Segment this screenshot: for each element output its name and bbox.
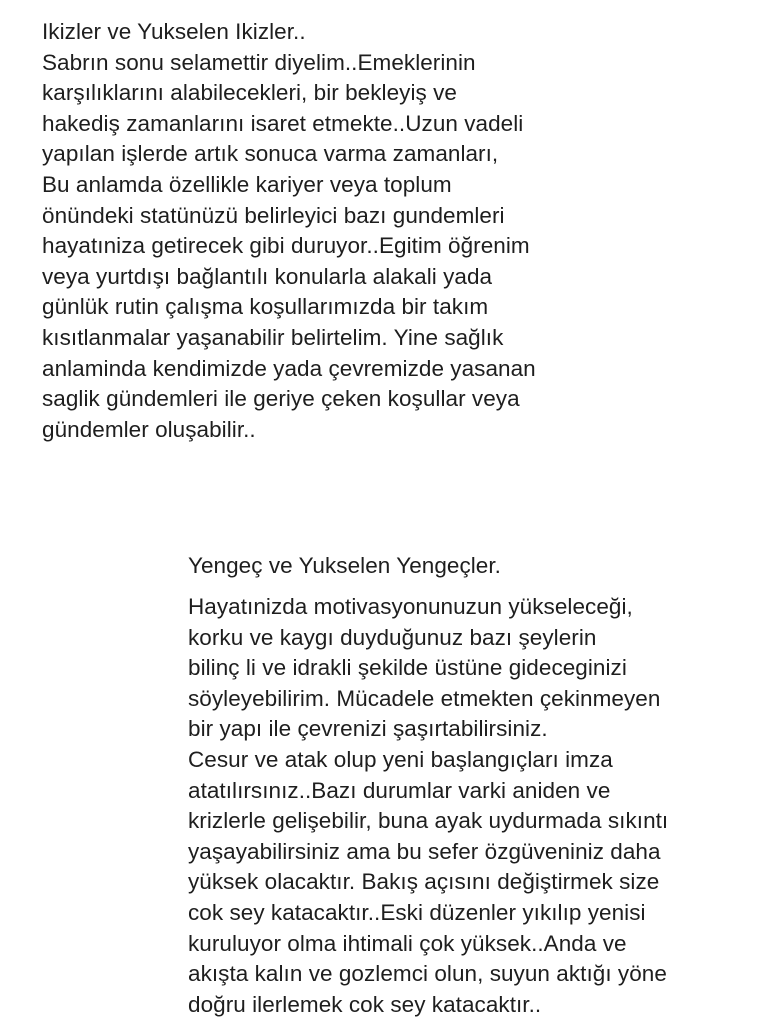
ikizler-line: gündemler oluşabilir.. [42,416,256,442]
yengec-line: Hayatınizda motivasyonunuzun yükseleceği, [188,594,633,619]
yengec-line: yüksek olacaktır. Bakış açısını değiştirmek size [188,869,660,895]
yengec-header [188,551,501,582]
ikizler-line: anlaminda kendimizde yada çevremizde yasanan [42,355,536,381]
yengec-line: yaşayabilirsiniz ama bu sefer özgüveniniz daha [188,838,661,864]
ikizler-title: Ikizler ve Yukselen Ikizler.. [42,19,306,44]
yengec-line: Cesur ve atak olup yeni başlangıçları imza [188,746,613,772]
yengec-line: atatılırsınız..Bazı durumlar varki aniden ve [188,777,611,803]
ikizler-line: hayatıniza getirecek gibi duruyor..Egitim öğrenim [42,233,530,259]
yengec-line: doğru ilerlemek cok sey katacaktır.. [188,991,542,1017]
ikizler-line: kısıtlanmalar yaşanabilir belirtelim. Yine sağlık [42,324,504,350]
ikizler-line: Bu anlamda özellikle kariyer veya toplum [42,171,452,197]
yengec-line: korku ve kaygı duyduğunuz bazı şeylerin [188,624,597,650]
ikizler-line: veya yurtdışı bağlantılı konularla alakali yada [42,263,493,289]
yengec-section [188,592,668,1020]
yengec-line: söyleyebilirim. Mücadele etmekten çekinmeyen [188,685,661,711]
yengec-line: cok sey katacaktır..Eski düzenler yıkılıp yenisi [188,899,646,925]
yengec-line: akışta kalın ve gozlemci olun, suyun aktığı yöne [188,961,667,987]
ikizler-section [42,17,536,445]
ikizler-line: Sabrın sonu selamettir diyelim..Emeklerinin [42,49,476,75]
ikizler-line: karşılıklarını alabilecekleri, bir bekleyiş ve [42,80,457,106]
yengec-line: kuruluyor olma ihtimali çok yüksek..Anda ve [188,930,627,956]
ikizler-line: önündeki statünüzü belirleyici bazı gundemleri [42,202,505,228]
ikizler-line: günlük rutin çalışma koşullarımızda bir takım [42,294,489,320]
ikizler-line: yapılan işlerde artık sonuca varma zamanları, [42,141,499,167]
yengec-line: bilinç li ve idrakli şekilde üstüne gideceginizi [188,655,627,681]
yengec-line: krizlerle gelişebilir, buna ayak uydurmada sıkıntı [188,808,669,834]
yengec-line: bir yapı ile çevrenizi şaşırtabilirsiniz. [188,716,548,742]
yengec-title: Yengeç ve Yukselen Yengeçler. [188,553,501,578]
ikizler-line: saglik gündemleri ile geriye çeken koşullar veya [42,386,520,412]
ikizler-line: hakediş zamanlarını isaret etmekte..Uzun vadeli [42,110,524,136]
